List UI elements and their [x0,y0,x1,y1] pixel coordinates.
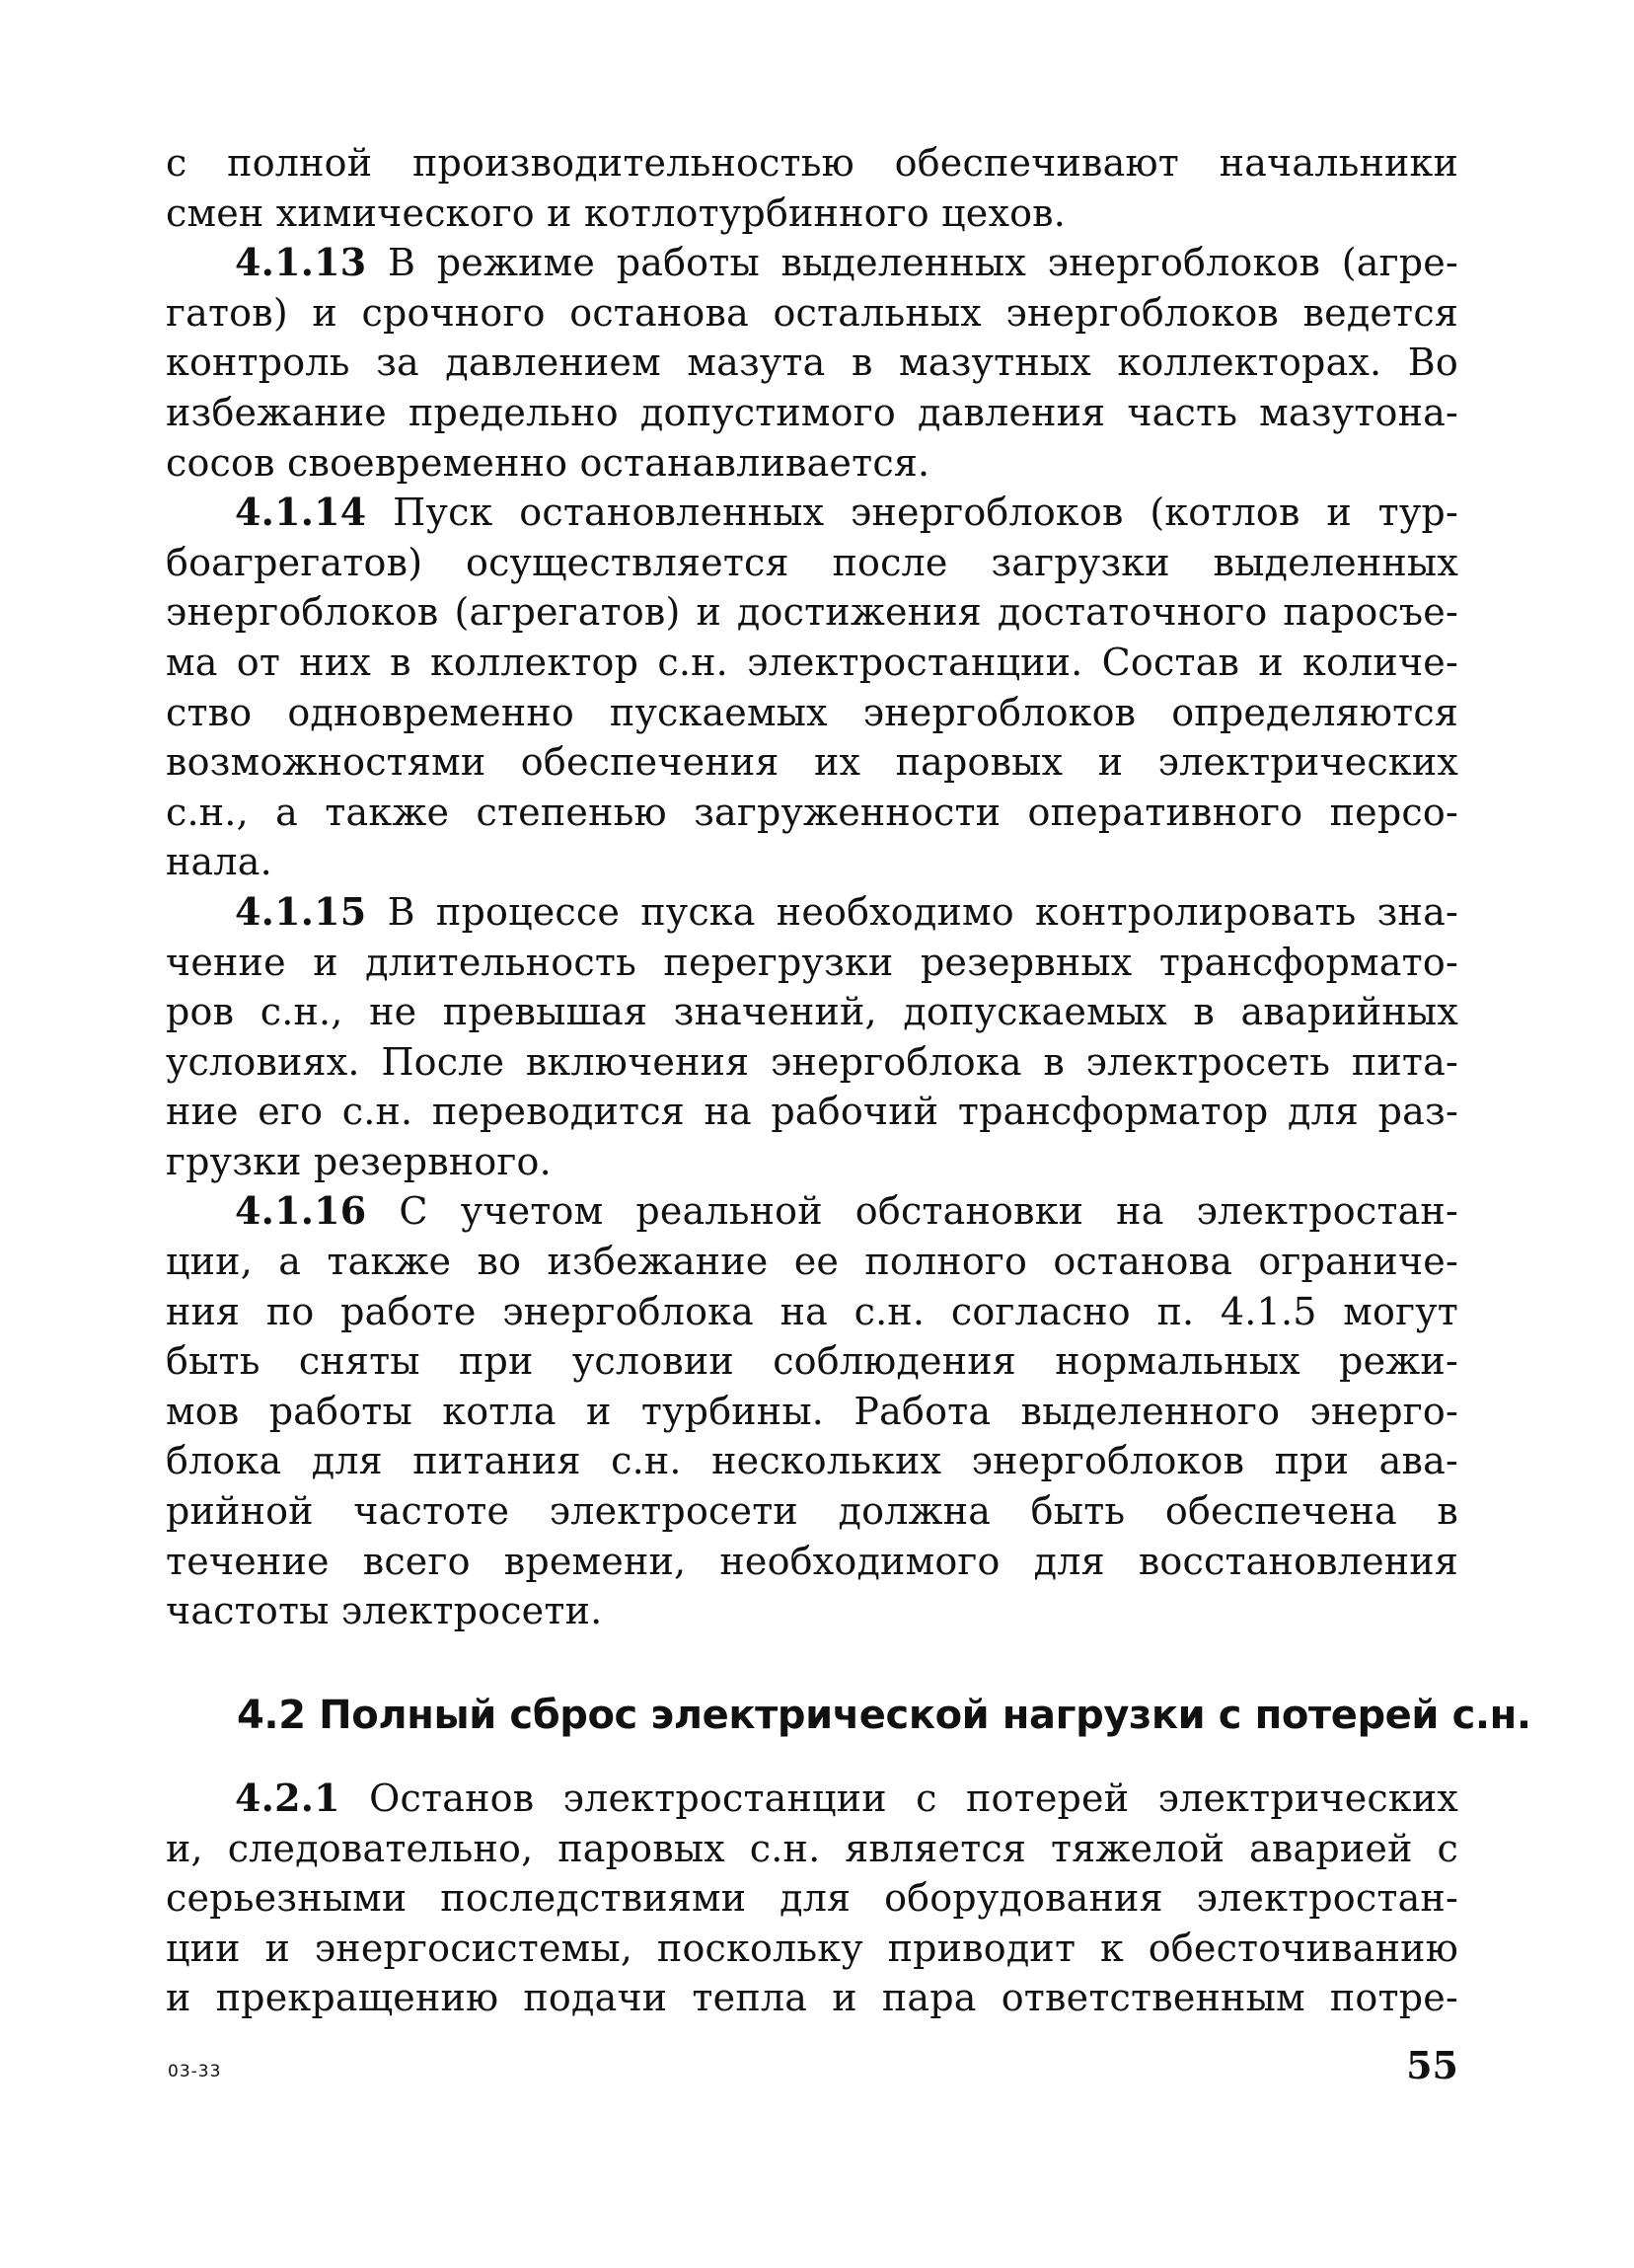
clause-text: В режиме работы выделенных энергоблоков (агре- [366,241,1458,285]
text-line: возможностями обеспечения их паровых и электрических [166,740,1458,785]
page-number: 55 [1406,2043,1458,2087]
text-line: энергоблоков (агрегатов) и достижения достаточного паросъе- [166,590,1458,635]
clause-number: 4.1.13 [235,240,367,285]
text-line: с полной производительностью обеспечивают начальники [166,141,1458,185]
clause-number: 4.1.16 [235,1188,367,1234]
text-line: рийной частоте электросети должна быть обеспечена в [166,1489,1458,1534]
text-line: с.н., а также степенью загруженности оперативного персо- [166,790,1458,834]
text-line: быть сняты при условии соблюдения нормальных режи- [166,1339,1458,1384]
text-line [166,488,1458,538]
text-line: блока для питания с.н. нескольких энергоблоков при ава- [166,1439,1458,1483]
text-line: мов работы котла и турбины. Работа выделенного энерго- [166,1389,1458,1433]
text-line: ции и энергосистемы, поскольку приводит к обесточиванию [166,1926,1458,1970]
text-line: боагрегатов) осуществляется после загрузки выделенных [166,540,1458,584]
text-line [166,238,1458,288]
footer-code: 03-33 [168,2062,222,2081]
clause-text: Останов электростанции с потерей электрических [339,1777,1458,1820]
text-line: ма от них в коллектор с.н. электростанции. Состав и количе- [166,640,1458,684]
paragraph-4-2-1 [166,1774,1458,2023]
text-line [166,1774,1458,1824]
text-line: нала. [166,840,272,884]
paragraph-4-1-14 [166,488,1458,887]
clause-number: 4.1.15 [235,888,367,934]
text-line: избежание предельно допустимого давления часть мазутона- [166,390,1458,434]
clause-text: С учетом реальной обстановки на электростан- [366,1189,1458,1234]
text-line: ров с.н., не превышая значений, допускаемых в аварийных [166,990,1458,1034]
clause-text: В процессе пуска необходимо контролировать зна- [366,889,1458,934]
text-line: ния по работе энергоблока на с.н. согласно п. 4.1.5 могут [166,1289,1458,1333]
clause-number: 4.2.1 [235,1776,340,1820]
text-line: условиях. После включения энергоблока в электросеть пита- [166,1039,1458,1084]
paragraph-4-1-15 [166,887,1458,1187]
text-line: ство одновременно пускаемых энергоблоков определяются [166,690,1458,734]
paragraph-4-1-16 [166,1186,1458,1635]
text-line: частоты электросети. [166,1589,603,1633]
paragraph-4-1-13 [166,238,1458,488]
text-line: серьезными последствиями для оборудования электростан- [166,1876,1458,1921]
text-line [166,1186,1458,1237]
text-line: и, следовательно, паровых с.н. является тяжелой аварией с [166,1826,1458,1870]
text-line: течение всего времени, необходимого для восстановления [166,1539,1458,1583]
section-heading: 4.2 Полный сброс электрической нагрузки с потерей с.н. [237,1693,1531,1738]
paragraph-continuation [166,138,1458,238]
clause-text: Пуск остановленных энергоблоков (котлов и тур- [366,491,1458,535]
text-line: чение и длительность перегрузки резервных трансформато- [166,940,1458,984]
text-line: сосов своевременно останавливается. [166,440,930,485]
body-text [166,138,1458,1636]
text-line: ции, а также во избежание ее полного останова ограниче- [166,1240,1458,1284]
text-line: грузки резервного. [166,1139,552,1183]
text-line [166,887,1458,938]
text-line: гатов) и срочного останова остальных энергоблоков ведется [166,290,1458,335]
text-line: и прекращению подачи тепла и пара ответственным потре- [166,1976,1458,2020]
text-line: ние его с.н. переводится на рабочий трансформатор для раз- [166,1090,1458,1134]
text-line: смен химического и котлотурбинного цехов. [166,190,1067,235]
clause-number: 4.1.14 [235,490,367,535]
text-line: контроль за давлением мазута в мазутных коллекторах. Во [166,340,1458,385]
